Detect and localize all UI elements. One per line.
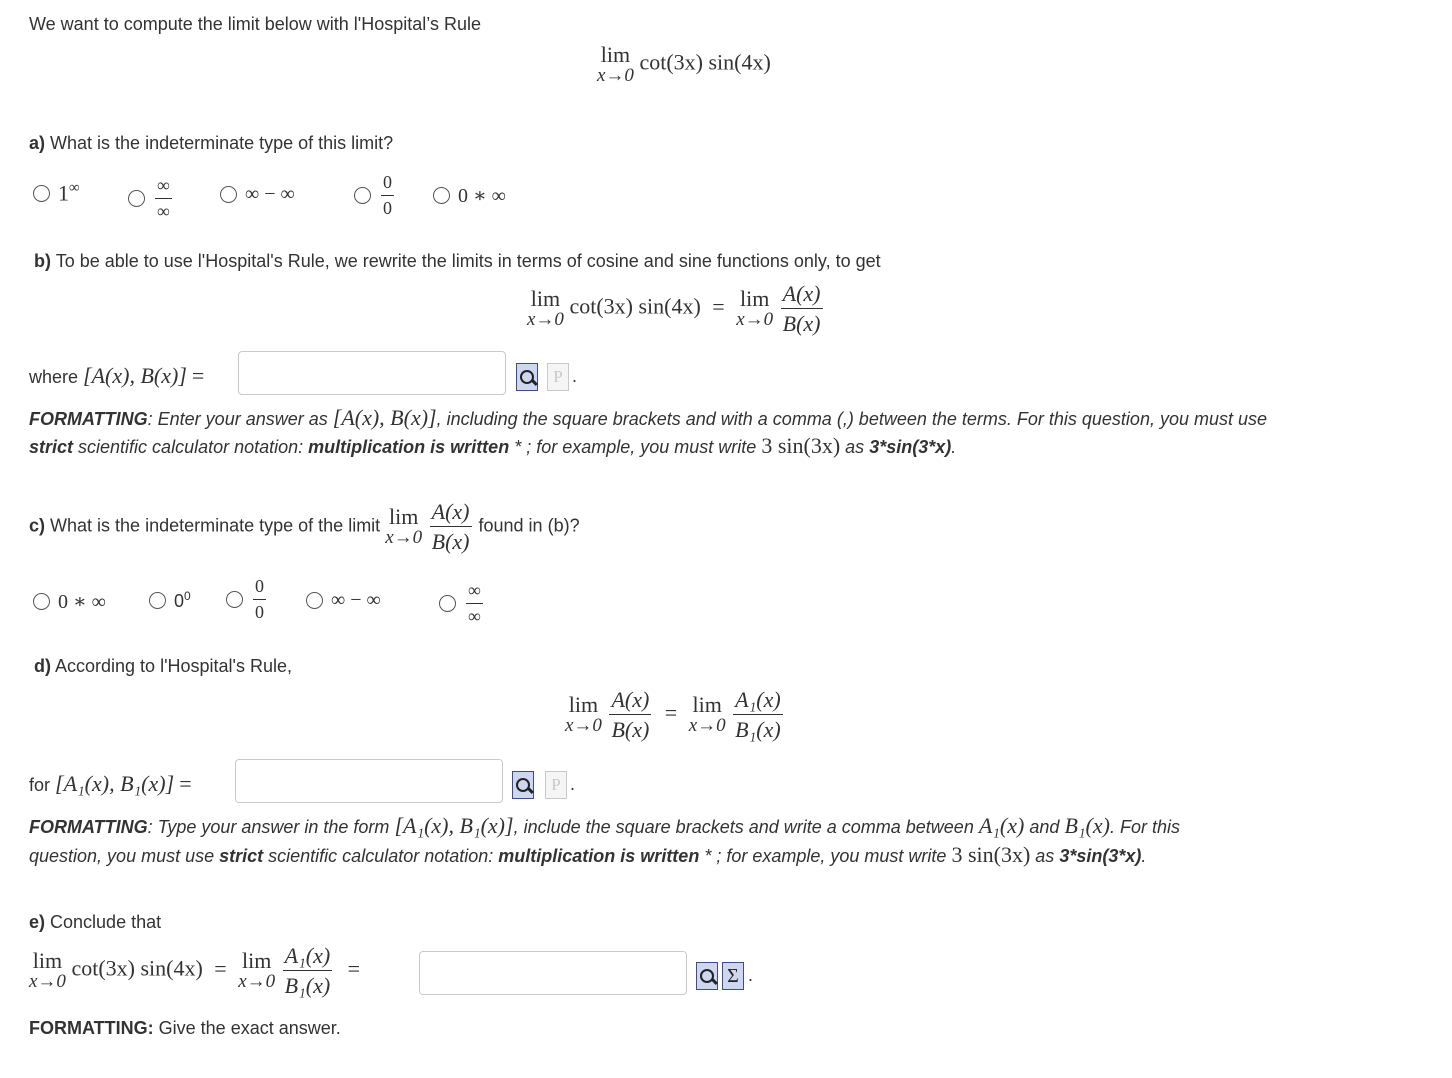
part-b-formatting-line2: strict scientific calculator notation: multiplication is written * ; for example, you must write 3 sin(3x) as 3*sin(3*x). — [29, 433, 957, 458]
radio-button[interactable] — [220, 186, 237, 203]
radio-button[interactable] — [439, 595, 456, 612]
option-inf-over-inf[interactable]: $\frac{\infty}{\infty}$ — [128, 176, 174, 221]
part-e-answer-input[interactable] — [419, 951, 687, 995]
c-option-zero-times-inf[interactable]: 0 ∗ ∞ — [33, 589, 106, 614]
option-inf-minus-inf[interactable]: ∞ − ∞ — [220, 183, 295, 206]
part-b-formatting-line1: FORMATTING: Enter your answer as [A(x), B(x)], including the square brackets and with a comma (,) between the terms. For this question, you must use — [29, 405, 1268, 430]
p-icon[interactable]: P — [545, 771, 567, 799]
part-e-formatting: FORMATTING: Give the exact answer. — [29, 1018, 341, 1038]
sigma-icon[interactable]: Σ — [722, 962, 744, 990]
part-b-question: b) To be able to use l'Hospital's Rule, we rewrite the limits in terms of cosine and sine functions only, to get — [34, 251, 881, 271]
c-option-inf-minus-inf[interactable]: ∞ − ∞ — [306, 589, 381, 612]
part-c-question: c) What is the indeterminate type of the limit lim x→0 $\frac{A(x)}{B(x)}$ found in (b)? — [29, 499, 580, 555]
radio-button[interactable] — [354, 187, 371, 204]
radio-button[interactable] — [306, 592, 323, 609]
period: . — [570, 774, 576, 794]
option-zero-times-inf[interactable]: 0 ∗ ∞ — [433, 183, 506, 208]
main-limit: lim x→0 cot(3x) sin(4x) — [597, 42, 771, 86]
part-e-question: e) Conclude that — [29, 912, 162, 932]
part-b-where: where [A(x), B(x)] = — [29, 363, 205, 388]
part-d-equation: lim x→0 $\frac{A(x)}{B(x)}$ = lim x→0 $\frac{\text{A₁(x)}}{\text{B₁(x)}}$ — [565, 687, 781, 743]
part-b-answer-input[interactable] — [238, 351, 506, 395]
radio-button[interactable] — [33, 185, 50, 202]
preview-icon[interactable] — [516, 363, 538, 391]
radio-button[interactable] — [226, 591, 243, 608]
c-option-zero-pow-zero[interactable]: $0^0$ — [149, 589, 191, 612]
period: . — [572, 366, 578, 386]
radio-button[interactable] — [433, 187, 450, 204]
radio-button[interactable] — [33, 593, 50, 610]
preview-icon[interactable] — [696, 962, 718, 990]
option-zero-over-zero[interactable]: $\frac{0}{0}$ — [354, 173, 396, 218]
preview-icon[interactable] — [512, 771, 534, 799]
part-a-question: a) What is the indeterminate type of this limit? — [29, 133, 394, 153]
part-d-formatting-line1: FORMATTING: Type your answer in the form [A₁(x), B₁(x)], include the square brackets and write a comma between A₁(x) and B₁(x). For this — [29, 813, 1180, 838]
radio-button[interactable] — [128, 190, 145, 207]
c-option-zero-over-zero[interactable]: $\frac{0}{0}$ — [226, 577, 268, 622]
part-e-equation: lim x→0 cot(3x) sin(4x) = lim x→0 $\frac{\text{A₁(x)}}{\text{B₁(x)}}$ = — [29, 943, 361, 999]
part-d-formatting-line2: question, you must use strict scientific calculator notation: multiplication is written * ; for example, you must write 3 sin(3x) as 3*sin(3*x). — [29, 842, 1147, 867]
radio-button[interactable] — [149, 592, 166, 609]
c-option-inf-over-inf[interactable]: $\frac{\infty}{\infty}$ — [439, 581, 485, 626]
part-d-for: for [A₁(x), B₁(x)] = — [29, 771, 192, 796]
p-icon[interactable]: P — [547, 363, 569, 391]
period: . — [748, 965, 754, 985]
part-d-question: d) According to l'Hospital's Rule, — [34, 656, 292, 676]
part-b-equation: lim x→0 cot(3x) sin(4x) = lim x→0 $\frac{A(x)}{B(x)}$ — [527, 281, 821, 337]
part-d-answer-input[interactable] — [235, 759, 503, 803]
option-1-inf[interactable]: 1∞ — [33, 180, 80, 206]
intro-text: We want to compute the limit below with l'Hospital’s Rule — [29, 14, 481, 34]
